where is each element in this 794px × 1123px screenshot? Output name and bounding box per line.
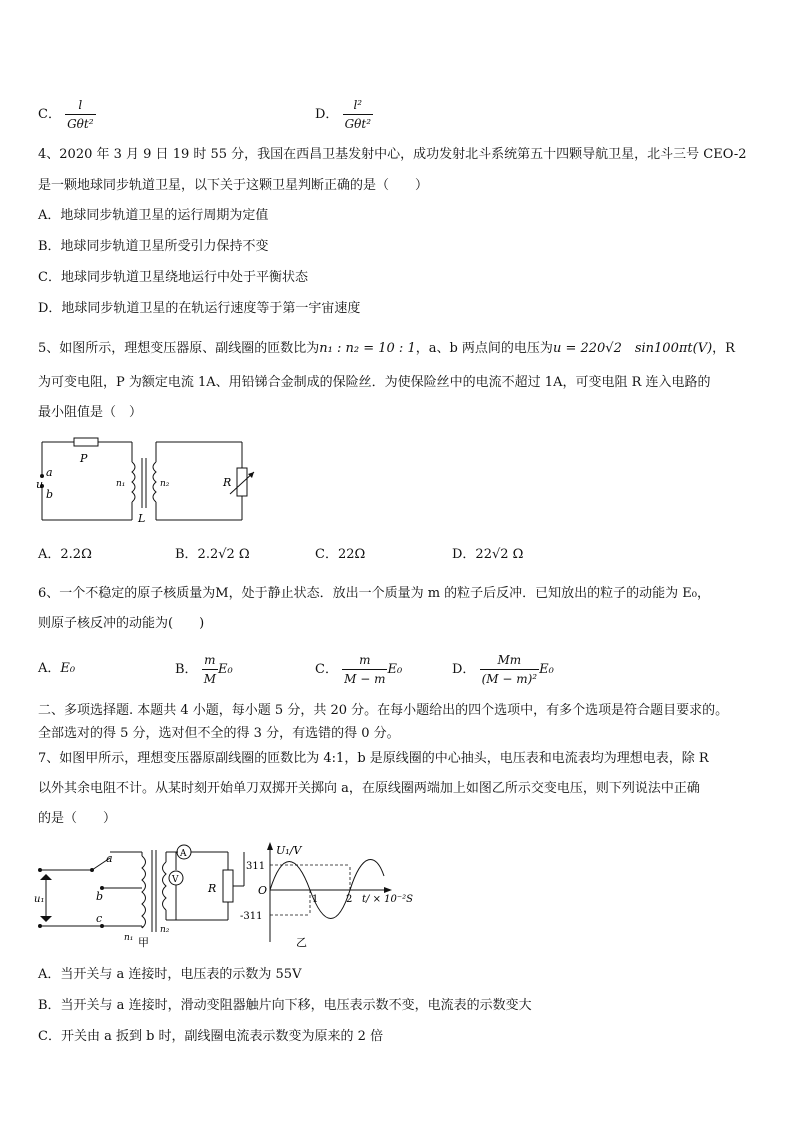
- terminal-b-label: b: [96, 890, 104, 903]
- fuse-label: P: [80, 452, 88, 465]
- section2-intro-line1: 二、多项选择题. 本题共 4 小题，每小题 5 分，共 20 分。在每小题给出的四个选项中，有多个选项是符合题目要求的。: [38, 703, 729, 718]
- y-max-tick: 311: [246, 861, 266, 872]
- figure-yi-label: 乙: [296, 936, 307, 949]
- resistor-label: R: [223, 476, 232, 489]
- q5-stem-line1: 5、如图所示，理想变压器原、副线圈的匝数比为n₁ : n₂ = 10 : 1，a、b 两点间的电压为u = 220√2 sin100πt(V)，R: [38, 341, 735, 356]
- fraction: $\frac{Mm}{\text{(M − m)²}}$: [481, 653, 538, 686]
- q7-stem-line2: 以外其余电阻不计。从某时刻开始单刀双掷开关掷向 a，在原线圈两端加上如图乙所示交变电压，则下列说法中正确: [38, 781, 700, 796]
- core-label: L: [138, 512, 146, 525]
- q3-option-d: D． $\frac{\text{l²}}{\text{Gθt²}}$: [315, 98, 372, 131]
- rheostat-label: R: [208, 882, 217, 895]
- y-axis-label: U₁/V: [276, 844, 302, 857]
- secondary-turns-label: n₂: [160, 479, 170, 489]
- y-min-tick: -311: [240, 911, 263, 922]
- terminal-b-label: b: [46, 488, 54, 501]
- q6-stem-line1: 6、一个不稳定的原子核质量为M，处于静止状态．放出一个质量为 m 的粒子后反冲．已知放出的粒子的动能为 E₀，: [38, 586, 711, 601]
- fraction: $\frac{m}{M - m}$: [344, 653, 386, 686]
- fraction: $\frac{m}{M}$: [203, 653, 216, 686]
- ammeter-label: A: [180, 849, 187, 859]
- q6-option-d: D． $\frac{Mm}{\text{(M − m)²}}$ E₀: [452, 653, 554, 686]
- q4-stem-line1: 4、2020 年 3 月 9 日 19 时 55 分，我国在西昌卫基发射中心，成功发射北斗系统第五十四颗导航卫星，北斗三号 CEO-2: [38, 147, 747, 162]
- origin-label: O: [258, 884, 268, 897]
- q6-stem-line2: 则原子核反冲的动能为( ): [38, 616, 205, 631]
- secondary-turns-label: n₂: [160, 925, 170, 935]
- fraction: $\frac{l}{\text{Gθt²}}$: [67, 98, 94, 131]
- q7-option-b: B．当开关与 a 连接时，滑动变阻器触片向下移，电压表示数不变，电流表的示数变大: [38, 998, 532, 1013]
- voltage-u-label: u: [36, 478, 44, 491]
- primary-turns-label: n₁: [124, 933, 134, 943]
- q7-voltage-graph: [234, 842, 424, 950]
- q5-circuit-figure: [34, 434, 264, 526]
- q6-option-b: B． $\frac{m}{M}$ E₀: [175, 653, 233, 686]
- q7-stem-line1: 7、如图甲所示，理想变压器原副线圈的匝数比为 4:1，b 是原线圈的中心抽头，电压表和电流表均为理想电表，除 R: [38, 751, 709, 766]
- voltmeter-label: V: [172, 875, 179, 885]
- q5-option-d: D．22√2 Ω: [452, 547, 524, 562]
- section2-intro-line2: 全部选对的得 5 分，选对但不全的得 3 分，有选错的得 0 分。: [38, 726, 400, 741]
- voltage-expression: u = 220√2 sin100πt(V): [552, 341, 713, 356]
- q4-option-a: A．地球同步轨道卫星的运行周期为定值: [38, 208, 269, 223]
- x-tick-1: 1: [312, 894, 319, 905]
- q5-option-c: C．22Ω: [315, 547, 366, 562]
- q6-option-a: A．E₀: [38, 661, 76, 676]
- q5-option-a: A．2.2Ω: [38, 547, 92, 562]
- voltage-u1-label: u₁: [34, 894, 45, 905]
- q7-stem-line3: 的是（ ）: [38, 811, 117, 826]
- x-axis-label: t/ × 10⁻²S: [362, 894, 413, 905]
- q3-option-c: C． $\frac{l}{\text{Gθt²}}$: [38, 98, 94, 131]
- figure-jia-label: 甲: [138, 936, 149, 948]
- terminal-a-label: a: [46, 466, 53, 479]
- q6-option-c: C． $\frac{m}{M - m}$ E₀: [315, 653, 403, 686]
- fraction: $\frac{\text{l²}}{\text{Gθt²}}$: [344, 98, 372, 131]
- q7-option-a: A．当开关与 a 连接时，电压表的示数为 55V: [38, 967, 302, 982]
- turns-ratio: n₁ : n₂ = 10 : 1: [319, 341, 416, 356]
- x-tick-2: 2: [346, 894, 353, 905]
- q5-stem-line3: 最小阻值是（ ）: [38, 405, 143, 420]
- terminal-a-label: a: [106, 852, 113, 865]
- q4-option-b: B．地球同步轨道卫星所受引力保持不变: [38, 239, 269, 254]
- primary-turns-label: n₁: [116, 479, 126, 489]
- q7-option-c: C．开关由 a 扳到 b 时，副线圈电流表示数变为原来的 2 倍: [38, 1029, 384, 1044]
- q5-stem-line2: 为可变电阻，P 为额定电流 1A、用铅锑合金制成的保险丝．为使保险丝中的电流不超过 1A，可变电阻 R 连入电路的: [38, 375, 711, 390]
- q4-option-d: D．地球同步轨道卫星的在轨运行速度等于第一宇宙速度: [38, 301, 361, 316]
- q7-circuit-figure: [32, 840, 258, 948]
- q4-stem-line2: 是一颗地球同步轨道卫星，以下关于这颗卫星判断正确的是（ ）: [38, 178, 429, 193]
- terminal-c-label: c: [96, 912, 103, 925]
- q5-option-b: B．2.2√2 Ω: [175, 547, 250, 562]
- q4-option-c: C．地球同步轨道卫星绕地运行中处于平衡状态: [38, 270, 308, 285]
